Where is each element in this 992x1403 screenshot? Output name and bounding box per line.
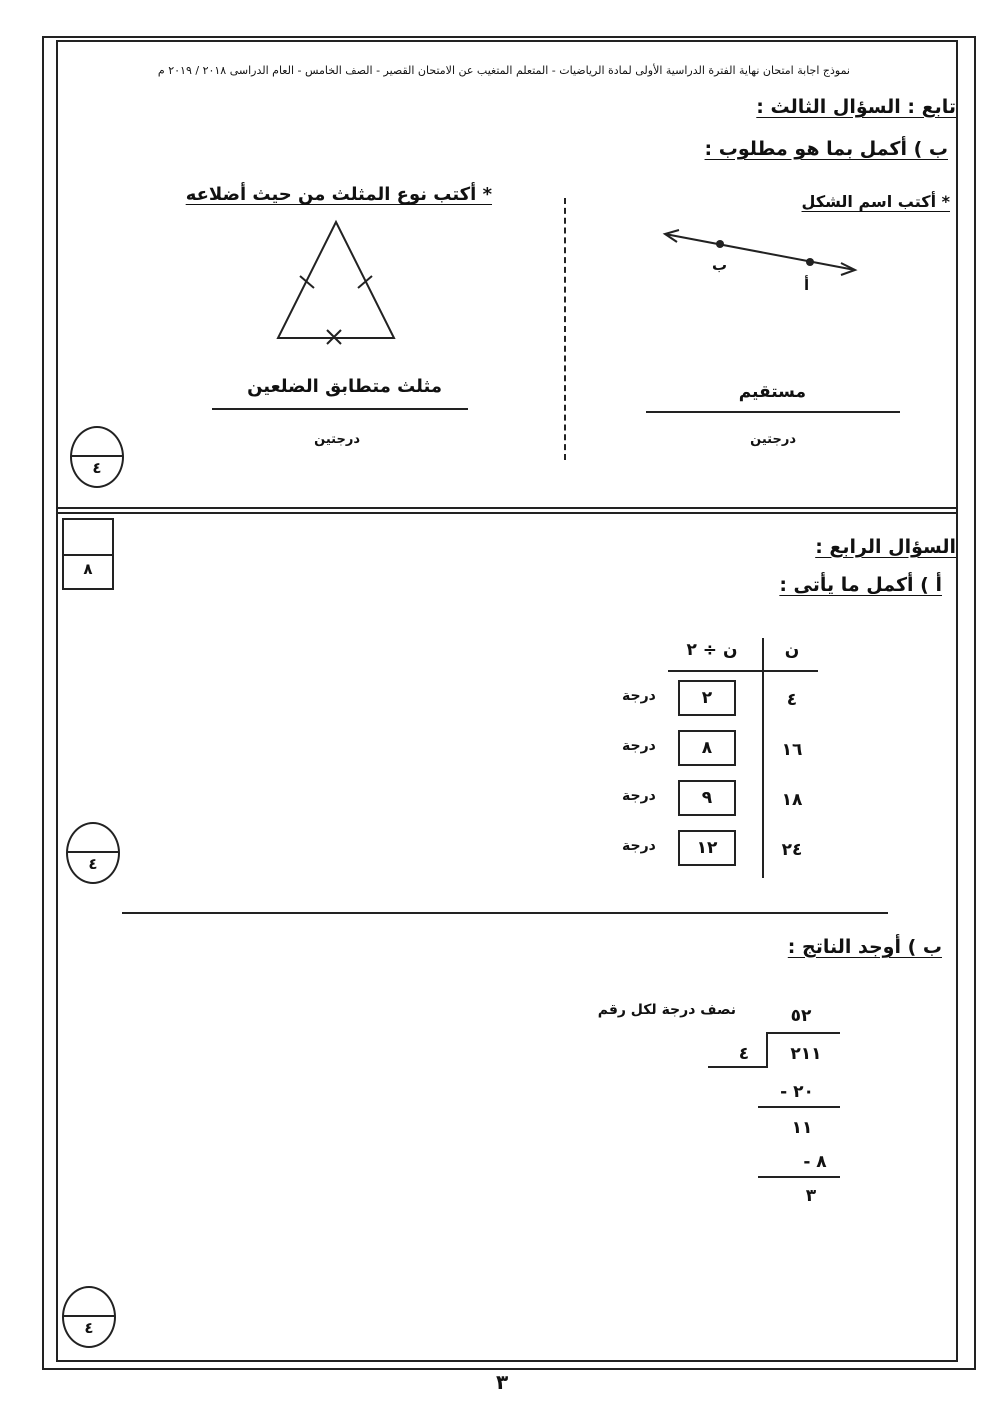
table-mark-1: درجة: [622, 688, 656, 704]
table-result-2: ٨: [678, 730, 736, 766]
point-a-label: أ: [804, 276, 810, 294]
q4-title: السؤال الرابع :: [815, 536, 956, 558]
q4-part-b: ب ) أوجد الناتج :: [787, 936, 942, 958]
table-n-2: ١٦: [781, 740, 803, 760]
division-quotient: ٥٢: [790, 1006, 812, 1026]
division-line1: [758, 1106, 840, 1108]
table-n-3: ١٨: [781, 790, 803, 810]
q4-part-a: أ ) أكمل ما يأتى :: [779, 574, 942, 596]
table-mark-4: درجة: [622, 838, 656, 854]
q3-divider: [564, 198, 566, 460]
table-header-line: [668, 670, 818, 672]
division-rem1: ١١: [791, 1118, 813, 1138]
division-dividend: ٢١١: [790, 1044, 822, 1064]
table-n-1: ٤: [786, 690, 798, 710]
q3-left-answer-line: [212, 408, 468, 410]
q3-right-answer-line: [646, 411, 900, 413]
table-header-div: ن ÷ ٢: [686, 640, 738, 660]
table-result-1: ٢: [678, 680, 736, 716]
q3-right-marks: درجتين: [750, 432, 796, 447]
q3-score-value: ٤: [92, 459, 102, 477]
q3-left-prompt: * أكتب نوع المثلث من حيث أضلاعه: [185, 184, 492, 205]
division-rem2: ٣: [805, 1186, 817, 1206]
section-separator: [56, 507, 958, 509]
q3-right-answer: مستقيم: [738, 382, 806, 402]
division-step2: ٨ -: [803, 1152, 827, 1172]
q3-title: تابع : السؤال الثالث :: [756, 96, 956, 118]
q3-left-answer: مثلث متطابق الضلعين: [247, 376, 442, 397]
division-line2: [758, 1176, 840, 1178]
division-bar: [768, 1032, 840, 1034]
point-b-label: ب: [712, 256, 728, 274]
page-number: ٣: [496, 1370, 509, 1394]
triangle-figure: [270, 214, 402, 346]
table-n-4: ٢٤: [781, 840, 803, 860]
table-header-n: ن: [784, 640, 800, 660]
q4b-score-value: ٤: [84, 1319, 94, 1337]
q4-score-box: [62, 518, 114, 590]
q4b-score-circle: [62, 1286, 116, 1348]
table-result-4: ١٢: [678, 830, 736, 866]
division-note: نصف درجة لكل رقم: [597, 1002, 736, 1018]
table-mark-3: درجة: [622, 788, 656, 804]
q3-left-marks: درجتين: [314, 432, 360, 447]
division-divisor: ٤: [738, 1044, 750, 1064]
table-vertical-line: [762, 638, 764, 878]
q4-part-separator: [122, 912, 888, 914]
section-separator-2: [56, 512, 958, 514]
q3-part-b: ب ) أكمل بما هو مطلوب :: [704, 138, 948, 160]
q3-score-circle: [70, 426, 124, 488]
q3-right-prompt: * أكتب اسم الشكل: [801, 192, 950, 211]
line-figure: [655, 222, 870, 282]
q4a-score-circle: [66, 822, 120, 884]
table-mark-2: درجة: [622, 738, 656, 754]
table-result-3: ٩: [678, 780, 736, 816]
q4-score-total: ٨: [83, 560, 93, 578]
division-step1: ٢٠ -: [780, 1082, 814, 1102]
exam-header: نموذج اجابة امتحان نهاية الفترة الدراسية الأولى لمادة الرياضيات - المتعلم المتغيب عن الامتحان القصير - الصف الخامس - العام الدراسى ٢٠١٨ / ٢٠١٩ م: [157, 64, 850, 77]
divisor-underline: [708, 1066, 768, 1068]
q4a-score-value: ٤: [88, 855, 98, 873]
division-bracket: [766, 1032, 768, 1068]
